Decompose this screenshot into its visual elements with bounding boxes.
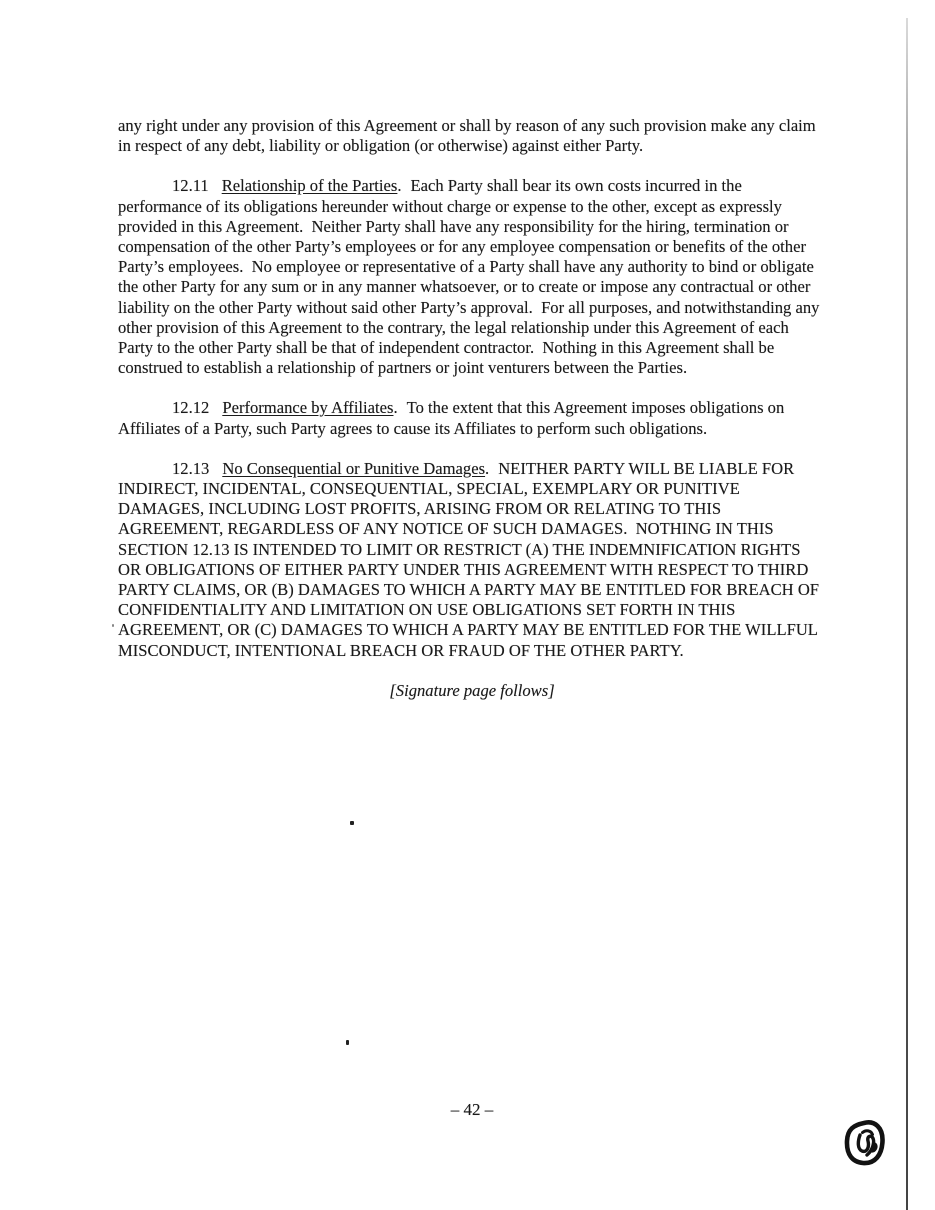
page-number: – 42 – (450, 1100, 494, 1119)
intro-paragraph-text: any right under any provision of this Agreement or shall by reason of any such provision make any claim in respect of any debt, liability or obligation (or otherwise) against either Party. (118, 116, 820, 156)
section-heading: No Consequential or Punitive Damages (222, 458, 486, 478)
section-number: 12.12 (172, 398, 210, 418)
section-body: NEITHER PARTY WILL BE LIABLE FOR INDIRECT, INCIDENTAL, CONSEQUENTIAL, SPECIAL, EXEMPLARY OR PUNITIVE DAMAGES, INCLUDING LOST PROFITS, ARISING FROM OR RELATING TO THIS AGREEMENT, REGARDLESS OF ANY NOTICE OF SUCH DAMAGES. NOTHING IN THIS SECTION 12.13 IS INTENDED TO LIMIT OR RESTRICT (A) THE INDEMNIFICATION RIGHTS OR OBLIGATIONS OF EITHER PARTY UNDER THIS AGREEMENT WITH RESPECT TO THIRD PARTY CLAIMS, OR (B) DAMAGES TO WHICH A PARTY MAY BE ENTITLED FOR BREACH OF CONFIDENTIALITY AND LIMITATION ON USE OBLIGATIONS SET FORTH IN THIS AGREEMENT, OR (C) DAMAGES TO WHICH A PARTY MAY BE ENTITLED FOR THE WILLFUL MISCONDUCT, INTENTIONAL BREACH OR FRAUD OF THE OTHER PARTY. (118, 458, 824, 660)
section-12-13 (118, 459, 826, 661)
section-12-11 (118, 176, 826, 378)
ink-speck (112, 624, 114, 627)
scan-line-artifact (906, 18, 908, 1210)
intro-paragraph (118, 116, 826, 156)
section-heading: Relationship of the Parties (221, 176, 398, 196)
section-body: To the extent that this Agreement imposes obligations on Affiliates of a Party, such Party agrees to cause its Affiliates to perform such obligations. (118, 398, 788, 438)
signature-page-note: [Signature page follows] (389, 680, 555, 700)
section-heading-period: . (397, 176, 402, 196)
document-body (118, 116, 826, 721)
section-body: Each Party shall bear its own costs incurred in the performance of its obligations hereunder without charge or expense to the other, except as expressly provided in this Agreement. Neither Party shall have any responsibility for the hiring, termination or compensation of the other Party’s employees or for any employee compensation or benefits of the other Party’s employees. No employee or representative of a Party shall have any authority to bind or obligate the other Party for any sum or in any manner whatsoever, or to create or impose any contractual or other liability on the other Party without said other Party’s approval. For all purposes, and notwithstanding any other provision of this Agreement to the contrary, the legal relationship under this Agreement of each Party to the other Party shall be that of independent contractor. Nothing in this Agreement shall be construed to establish a relationship of partners or joint venturers between the Parties. (118, 176, 824, 378)
ink-speck (350, 821, 354, 825)
section-number: 12.13 (172, 458, 210, 478)
section-heading-period: . (485, 458, 490, 478)
section-heading: Performance by Affiliates (222, 398, 394, 418)
section-heading-period: . (393, 398, 398, 418)
section-12-12 (118, 398, 826, 438)
circled-initials-stamp-icon (843, 1118, 887, 1170)
ink-speck (346, 1040, 349, 1045)
section-number: 12.11 (172, 176, 209, 196)
